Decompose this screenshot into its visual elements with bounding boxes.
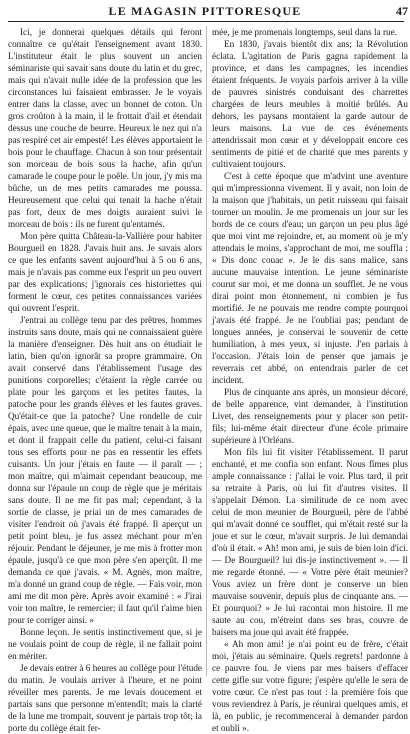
header-rule bbox=[8, 21, 404, 22]
page-header bbox=[0, 0, 410, 20]
paragraph: « Ah mon ami! je n'ai point eu de frère, c'était moi, j'étais au séminaire. Quels regrets! pardonne à ce pauvre fou. Je viens par mes baisers d'effacer cette gifle sur votre figure; j'espère qu'elle le sera de votre cœur. Ce n'est pas tout : la première fois que vous reviendrez à Paris, je réunirai quelques amis, et là, en public, je recommencerai à demander pardon et oubli ». bbox=[212, 639, 408, 733]
page-number: 47 bbox=[396, 4, 408, 18]
right-column bbox=[212, 26, 408, 733]
journal-title: LE MAGASIN PITTORESQUE bbox=[108, 4, 302, 18]
paragraph: Plus de cinquante ans après, un monsieur décoré, de belle apparence, vint demander, à l'institution Livet, des renseignements pour y placer son petit-fils; lui-même était directeur d'une école primaire supérieure à l'Orléans. bbox=[212, 387, 408, 445]
column-divider bbox=[206, 26, 207, 676]
paragraph: Mon fils lui fit visiter l'établissement. Il parut enchanté, et me confia son enfant. Nous fîmes plus ample connaissance : j'allai le voir. Plus tard, il prit sa retraite à Paris, où lui fit d'autres visites. Il s'appelait Démon. La similitude de ce nom avec celui de mon meunier de Bourgueil, père de l'abbé qui m'avait donné ce soufflet, qui m'était resté sur la joue et sur le cœur, m'avait surpris. Je lui demandai d'où il était. « Ah! mon ami, je suis de bien loin d'ici. — De Bourgueil? lui dis-je instinctivement ». — Il me regarde étonné. — « Votre père était meunier? Vous aviez un frère dont je conserve un bien mauvaise souvenir, depuis plus de cinquante ans. — Et pourquoi? » Je lui racontai mon histoire. Il me saute au cou, m'étreint dans ses bras, couvre de baisers ma joue qui avait été frappée. bbox=[212, 447, 408, 637]
left-column bbox=[8, 26, 203, 733]
paragraph: C'est à cette époque que m'advint une aventure qui m'impressionna vivement. Il y avait, non loin de la maison que j'habitais, un petit ruisseau qui faisait tourner un moulin. Je me promenais un jour sur les bords de ce cours d'eau; un garçon un peu plus âgé que moi vint me rejoindre, et, au moment où je m'y attendais le moins, s'approchant de moi, me souffla : « Dis donc couac ». Je le dis sans malice, sans aucune mauvaise intention. Le jeune séminariste courut sur moi, et me donna un soufflet. Je ne vous dirai point mon étonnement, ni combien je fus mortifié. Je ne pouvais me rendre compte pourquoi j'avais été frappé. Je ne l'oubliai pas; pendant de longues années, je conservai le souvenir de cette humiliation, à mes yeux, si injuste. J'en parlais à l'occasion. J'étais loin de penser que jamais je reverrais cet abbé, on entendrais parler de cet incident. bbox=[212, 171, 408, 385]
paragraph: En 1830, j'avais bientôt dix ans; la Révolution éclata. L'agitation de Paris gagna rapidement la province, et dans les campagnes, les incendies étaient fréquents. Je voyais parfois arriver à la ville de pauvres sinistrés conduisant des charrettes chargées de leurs meubles à moitié brûlés. Au dehors, les paysans montaient la garde autour de leurs maisons. La vue de ces événements attendrissait mon cœur et y développait encore ces sentiments de pitié et de charité que mes parents y cultivaient toujours. bbox=[212, 39, 408, 169]
paragraph: Ici, je donnerai quelques détails qui feront connaître ce qu'était l'enseignement avant 1830. L'instituteur était le plus souvent un ancien séminariste qui savait sans doute du latin et du grec, mais qui n'avait nulle idée de la profession que les circonstances lui faisaient embrasser. Je le voyais entrer dans la classe, avec un bonnet de coton. Un gros croûton à la main, il le frottait d'ail et étendait dessus une couche de beurre. Heureux le nez qui n'a pas respiré cet air empesté! Les élèves apportaient le bois pour le chauffage. Chacun à son tour présentait son morceau de bois sous la hache, afin qu'un camarade le coupe pour le poêle. Un jour, j'y mis ma bûche, un de mes petits camarades me poussa. Heureusement que celui qui tenait la hache n'était pas fort, deux de mes doigts auraient suivi le morceau de bois : ils ne furent qu'entamés. bbox=[8, 27, 202, 229]
paragraph: Mon père quitta Château-la-Vallière pour habiter Bourgueil en 1828. J'avais huit ans. Je savais alors ce que les enfants savent aujourd'hui à 5 ou 6 ans, mais je n'avais pas comme eux l'esprit un peu ouvert par des explications; j'ignorais ces historiettes qui forment le cœur, ces petites connaissances variées qui ouvrent l'esprit. bbox=[8, 231, 202, 313]
paragraph: mée, je me promenais longtemps, seul dans la rue. bbox=[212, 27, 397, 37]
paragraph: Bonne leçon. Je sentis instinctivement que, si je ne voulais point de coup de règle, il ne fallait point en mériter. bbox=[8, 627, 202, 661]
paragraph: J'entrai au collège tenu par des prêtres, hommes instruits sans doute, mais qui ne connaissaient guère la manière d'enseigner. Dès huit ans on étudiait le latin, bien qu'on ignorât sa propre grammaire. On avait conservé dans l'établissement l'usage des punitions corporelles; c'étaient la règle carrée ou plate pour les garçons et les petites fautes, la patoche pour les grands élèves et les fautes graves. Qu'était-ce que la patoche? Une rondelle de cuir épais, avec une queue, que le maître tenait à la main, et dont il frappait celle du patient, celui-ci faisant tous ses efforts pour ne pas en ressentir les effets cuisants. Un jour j'étais en faute — il paraît — ; mon maître, qui m'aimait cependant beaucoup, me donna sur l'épaule un coup de règle que je méritais sans doute. Il ne me fit pas mal; cependant, à la sortie de classe, je priai un de mes camarades de visiter l'endroit où j'avais été frappé. Il aperçut un petit point bleu, je fus assez méchant pour m'en réjouir. Pendant le déjeuner, je me mis à frotter mon épaule, jusqu'à ce que mon père s'en aperçût. Il me demanda ce que j'avais. « M. Agnès, mon maître, m'a donné un grand coup de règle. — Fais voir, mon ami me dit mon père. Après avoir examiné : « J'irai voir ton maître, le remercier; il faut qu'il t'aime bien pour te corriger ainsi. » bbox=[8, 315, 202, 625]
paragraph: Je devais entrer à 6 heures au collège pour l'étude du matin. Je voulais arriver à l'heure, et ne point réveiller mes parents. Je me levais doucement et partais sans que personne m'entendît; mais la clarté de la lune me trompait, souvent je partais trop tôt; la porte du collège était fer- bbox=[8, 663, 203, 733]
